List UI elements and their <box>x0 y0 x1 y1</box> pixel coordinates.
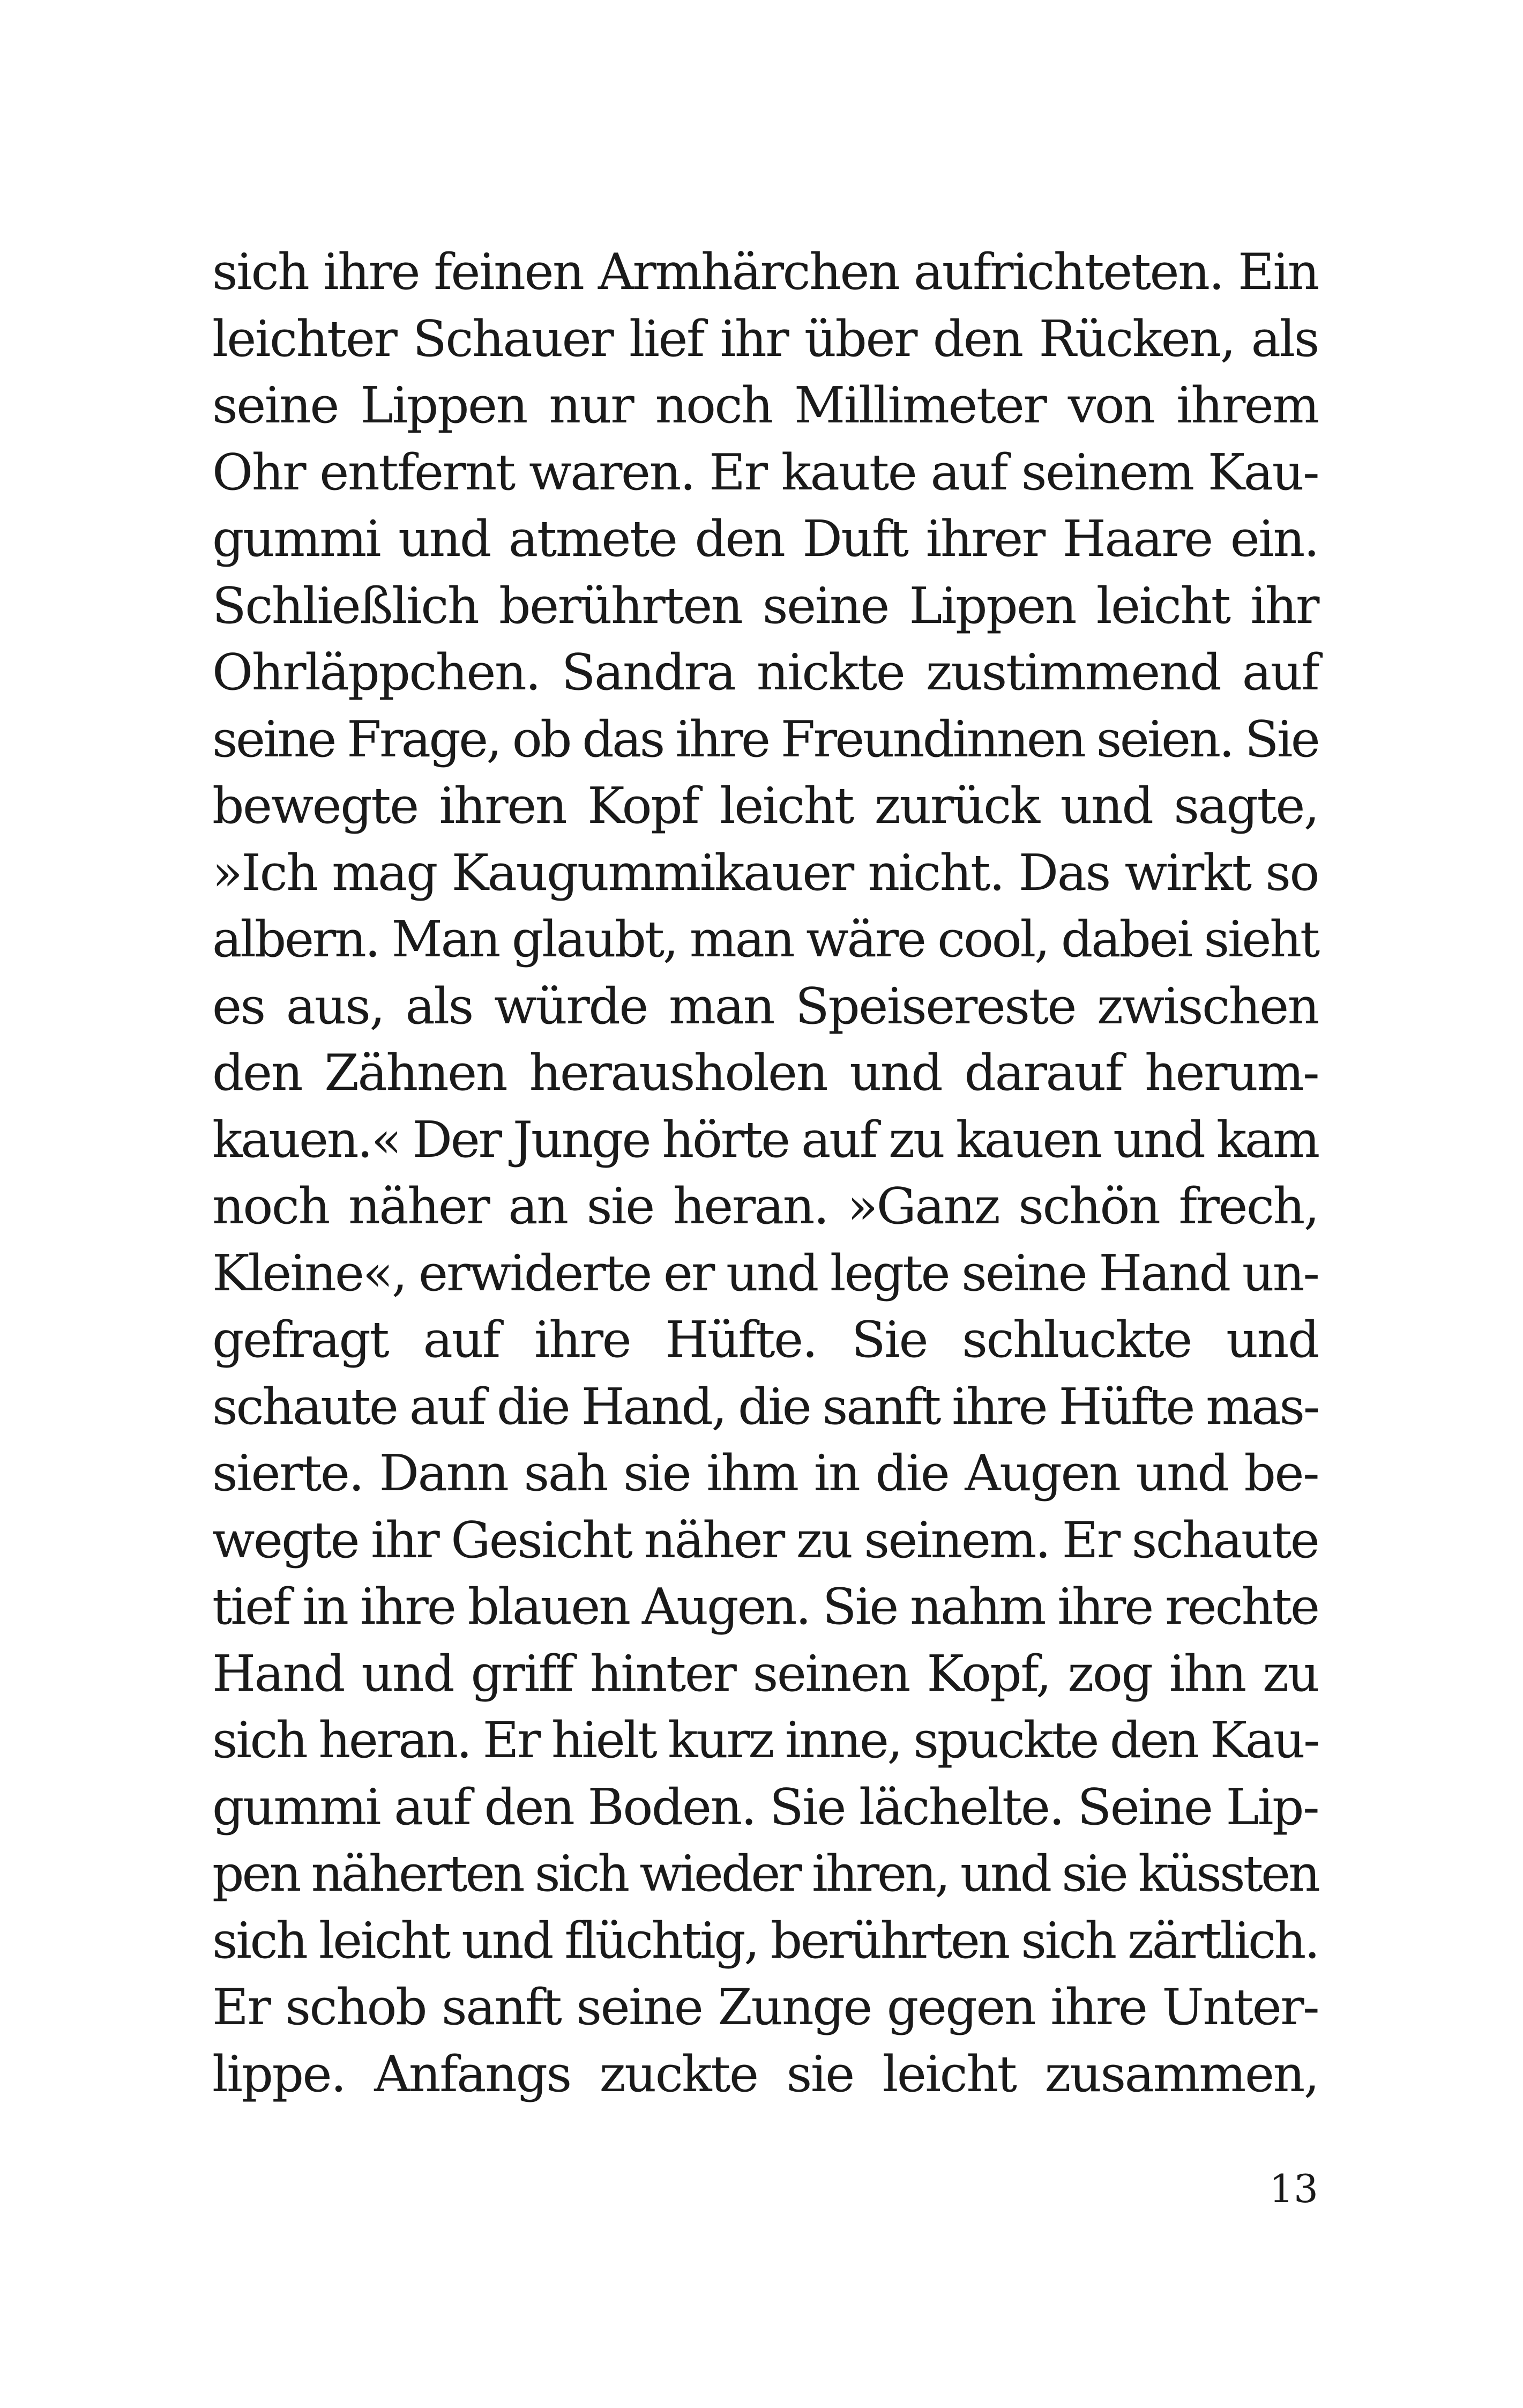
text-line: Er schob sanft seine Zunge gegen ihre Unter- <box>212 1978 1318 2036</box>
text-line: albern. Man glaubt, man wäre cool, dabei sieht <box>212 910 1318 968</box>
text-line: sich ihre feinen Armhärchen aufrichteten. Ein <box>212 243 1318 301</box>
text-line: bewegte ihren Kopf leicht zurück und sagte, <box>212 777 1318 835</box>
text-line: leichter Schauer lief ihr über den Rücken, als <box>212 309 1318 368</box>
text-line: seine Frage, ob das ihre Freundinnen seien. Sie <box>212 710 1318 768</box>
text-line: es aus, als würde man Speisereste zwischen <box>212 977 1318 1035</box>
text-line: den Zähnen herausholen und darauf herum- <box>212 1044 1318 1102</box>
text-line: gummi auf den Boden. Sie lächelte. Seine Lip- <box>212 1778 1318 1836</box>
text-line: Schließlich berührten seine Lippen leicht ihr <box>212 576 1318 635</box>
text-line: sich heran. Er hielt kurz inne, spuckte den Kau- <box>212 1711 1318 1769</box>
text-line: wegte ihr Gesicht näher zu seinem. Er schaute <box>212 1511 1318 1569</box>
text-line: tief in ihre blauen Augen. Sie nahm ihre rechte <box>212 1578 1318 1636</box>
text-line: Ohrläppchen. Sandra nickte zustimmend auf <box>212 643 1318 701</box>
text-line: sierte. Dann sah sie ihm in die Augen und be- <box>212 1444 1318 1502</box>
text-line: lippe. Anfangs zuckte sie leicht zusammen, <box>212 2045 1318 2103</box>
text-line: seine Lippen nur noch Millimeter von ihrem <box>212 376 1318 434</box>
text-line: pen näherten sich wieder ihren, und sie küssten <box>212 1845 1318 1902</box>
text-line: noch näher an sie heran. »Ganz schön frech, <box>212 1177 1318 1235</box>
page-number: 13 <box>1269 2166 1318 2211</box>
text-line: Ohr entfernt waren. Er kaute auf seinem Kau- <box>212 443 1318 501</box>
text-line: sich leicht und flüchtig, berührten sich zärtlich. <box>212 1911 1318 1969</box>
text-line: »Ich mag Kaugummikauer nicht. Das wirkt so <box>212 843 1318 902</box>
text-line: Hand und griff hinter seinen Kopf, zog ihn zu <box>212 1644 1318 1703</box>
body-text <box>212 239 1318 2107</box>
text-line: Kleine«, erwiderte er und legte seine Hand un- <box>212 1244 1318 1302</box>
text-line: gefragt auf ihre Hüfte. Sie schluckte und <box>212 1311 1318 1369</box>
text-line: schaute auf die Hand, die sanft ihre Hüfte mas- <box>212 1377 1318 1436</box>
text-line: gummi und atmete den Duft ihrer Haare ein. <box>212 510 1318 568</box>
text-line: kauen.« Der Junge hörte auf zu kauen und kam <box>212 1110 1318 1169</box>
